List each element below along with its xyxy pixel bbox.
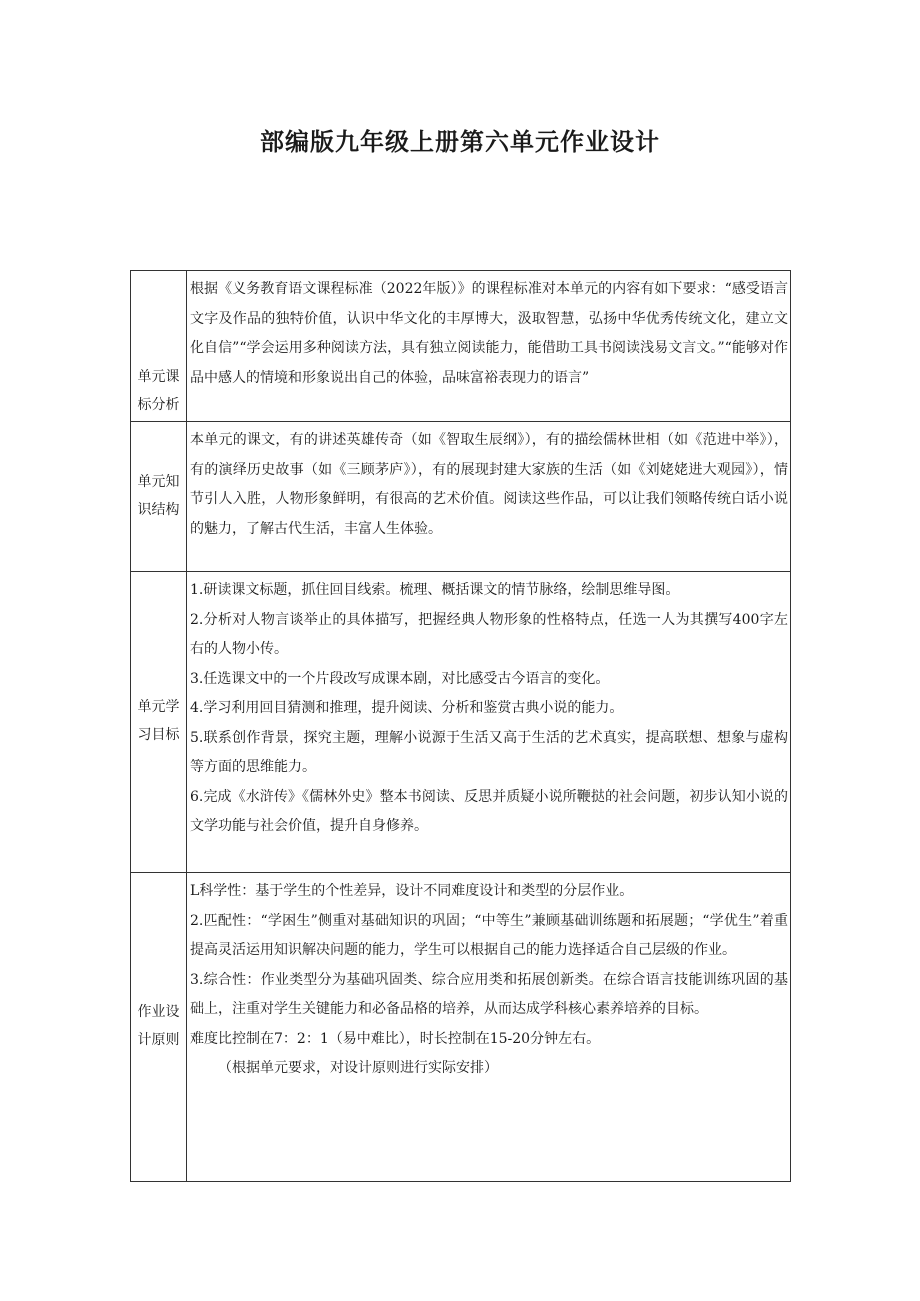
standard-text: 根据《义务教育语文课程标准（2022年版）》的课程标准对本单元的内容有如下要求：“感受语言文字及作品的独特价值，认识中华文化的丰厚博大，汲取智慧，弘扬中华优秀传统文化，建立文化自信”“学会运用多种阅读方法，具有独立阅读能力，能借助工具书阅读浅易文言文。”“能够对作品中感人的情境和形象说出自己的体验，品味富裕表现力的语言” bbox=[190, 281, 788, 386]
principle-item: 难度比控制在7：2：1（易中难比），时长控制在15-20分钟左右。 bbox=[190, 1030, 601, 1047]
principle-item: L科学性：基于学生的个性差异，设计不同难度设计和类型的分层作业。 bbox=[190, 883, 634, 899]
unit-design-table bbox=[130, 270, 791, 1182]
row-label-line: 习目标 bbox=[137, 727, 180, 743]
label-cell-goals bbox=[131, 572, 187, 873]
row-label-line: 单元学 bbox=[137, 699, 180, 715]
table-row-structure bbox=[131, 422, 791, 572]
label-cell-standard bbox=[131, 271, 187, 422]
content-cell-goals bbox=[187, 572, 791, 873]
goal-item: 4.学习利用回目猜测和推理，提升阅读、分析和鉴赏古典小说的能力。 bbox=[190, 700, 624, 716]
table-row-goals bbox=[131, 572, 791, 873]
row-label-line: 单元课 bbox=[137, 369, 180, 385]
goal-item: 6.完成《水浒传》《儒林外史》整本书阅读、反思并质疑小说所鞭挞的社会问题，初步认知小说的文学功能与社会价值，提升自身修养。 bbox=[190, 788, 788, 834]
principle-item: 3.综合性：作业类型分为基础巩固类、综合应用类和拓展创新类。在综合语言技能训练巩固的基础上，注重对学生关键能力和必备品格的培养，从而达成学科核心素养培养的目标。 bbox=[190, 971, 788, 1017]
principle-note: （根据单元要求，对设计原则进行实际安排） bbox=[218, 1060, 498, 1076]
principle-item: 2.匹配性：“学困生”侧重对基础知识的巩固；“中等生”兼顾基础训练题和拓展题；“学优生”着重提高灵活运用知识解决问题的能力，学生可以根据自己的能力选择适合自己层级的作业。 bbox=[190, 912, 788, 958]
goal-item: 5.联系创作背景，探究主题，理解小说源于生活又高于生活的艺术真实，提高联想、想象与虚构等方面的思维能力。 bbox=[190, 729, 788, 775]
structure-text: 本单元的课文，有的讲述英雄传奇（如《智取生辰纲》），有的描绘儒林世相（如《范进中举》），有的演绎历史故事（如《三顾茅庐》），有的展现封建大家族的生活（如《刘姥姥进大观园》），情节引人入胜，人物形象鲜明，有很高的艺术价值。阅读这些作品，可以让我们领略传统白话小说的魅力，了解古代生活，丰富人生体验。 bbox=[190, 432, 788, 537]
page-title: 部编版九年级上册第六单元作业设计 bbox=[260, 128, 660, 156]
table-row-principles bbox=[131, 873, 791, 1182]
label-cell-principles bbox=[131, 873, 187, 1182]
row-label-line: 识结构 bbox=[137, 501, 180, 518]
row-label-line: 单元知 bbox=[137, 473, 180, 490]
goal-item: 3.任选课文中的一个片段改写成课本剧，对比感受古今语言的变化。 bbox=[190, 670, 610, 687]
label-cell-structure bbox=[131, 422, 187, 572]
row-label-line: 作业设 bbox=[137, 1004, 180, 1020]
row-label-line: 计原则 bbox=[137, 1032, 180, 1048]
row-label-line: 标分析 bbox=[137, 397, 180, 413]
content-cell-structure bbox=[187, 422, 791, 572]
table-row-standard bbox=[131, 271, 791, 422]
goal-item: 1.研读课文标题，抓住回目线索。梳理、概括课文的情节脉络，绘制思维导图。 bbox=[190, 582, 680, 598]
content-cell-standard bbox=[187, 271, 791, 422]
goal-item: 2.分析对人物言谈举止的具体描写，把握经典人物形象的性格特点，任选一人为其撰写400字左右的人物小传。 bbox=[190, 611, 788, 657]
content-cell-principles bbox=[187, 873, 791, 1182]
